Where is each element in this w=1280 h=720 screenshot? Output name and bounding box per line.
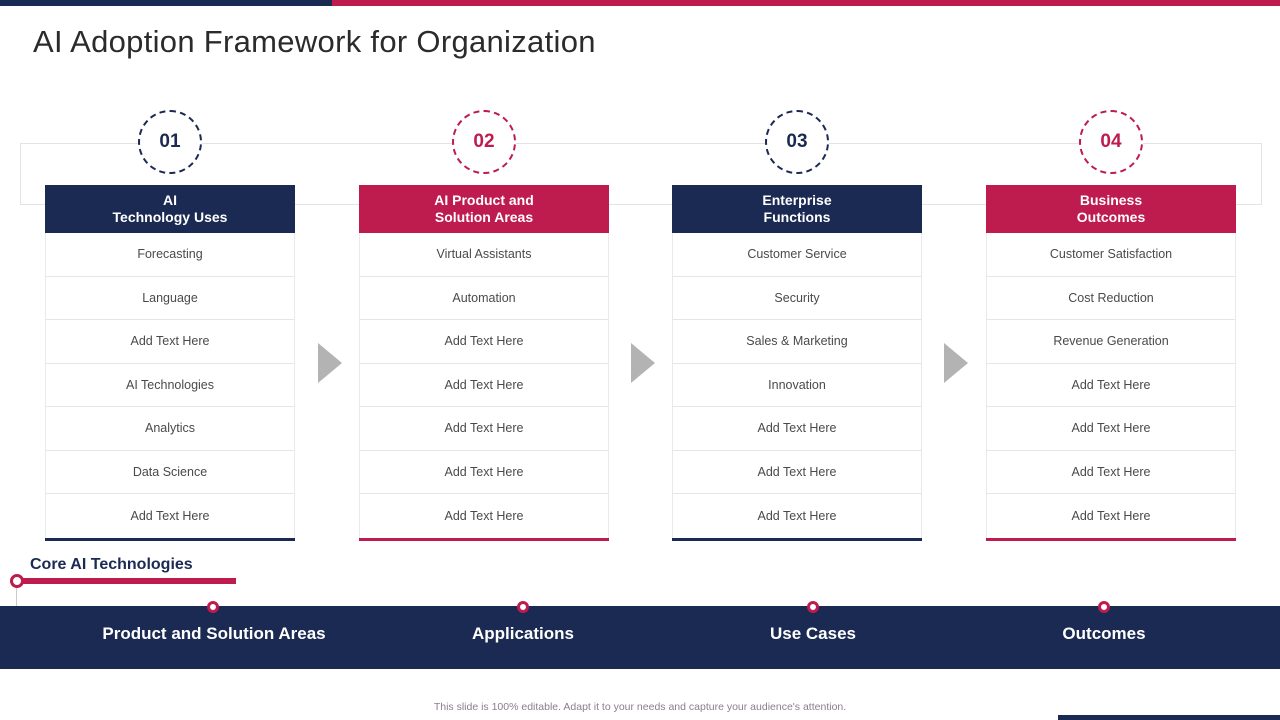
list-item[interactable]: Add Text Here xyxy=(359,494,609,538)
list-item[interactable]: Add Text Here xyxy=(359,364,609,408)
card-2-underline xyxy=(359,538,609,541)
card-1[interactable] xyxy=(45,185,295,541)
list-item[interactable]: Add Text Here xyxy=(359,320,609,364)
card-4-heading-line2: Outcomes xyxy=(1076,209,1146,225)
page-title: AI Adoption Framework for Organization xyxy=(33,24,596,59)
bottom-accent-bar-right xyxy=(1058,715,1280,720)
card-4[interactable] xyxy=(986,185,1236,541)
list-item[interactable]: AI Technologies xyxy=(45,364,295,408)
step-number-4: 04 xyxy=(1100,131,1122,152)
card-3-body xyxy=(672,233,922,538)
band-label-4[interactable]: Outcomes xyxy=(1062,624,1146,643)
step-number-2: 02 xyxy=(473,131,495,152)
list-item[interactable]: Customer Satisfaction xyxy=(986,233,1236,277)
list-item[interactable]: Add Text Here xyxy=(359,451,609,495)
list-item[interactable]: Sales & Marketing xyxy=(672,320,922,364)
band-dot-4 xyxy=(1098,601,1110,613)
top-accent-bar-left xyxy=(0,0,332,6)
list-item[interactable]: Customer Service xyxy=(672,233,922,277)
card-3-underline xyxy=(672,538,922,541)
arrow-icon xyxy=(318,343,342,383)
step-number-1: 01 xyxy=(159,131,181,152)
list-item[interactable]: Cost Reduction xyxy=(986,277,1236,321)
card-4-underline xyxy=(986,538,1236,541)
card-2-heading-line1: AI Product and xyxy=(434,191,534,208)
list-item[interactable]: Add Text Here xyxy=(986,494,1236,538)
list-item[interactable]: Add Text Here xyxy=(986,451,1236,495)
footnote-text: This slide is 100% editable. Adapt it to your needs and capture your audience's attention. xyxy=(433,701,847,713)
list-item[interactable]: Add Text Here xyxy=(45,494,295,538)
card-3[interactable] xyxy=(672,185,922,541)
band-dot-3 xyxy=(807,601,819,613)
list-item[interactable]: Analytics xyxy=(45,407,295,451)
band-label-2[interactable]: Applications xyxy=(471,624,574,643)
list-item[interactable]: Add Text Here xyxy=(672,494,922,538)
list-item[interactable]: Language xyxy=(45,277,295,321)
step-number-badge-2 xyxy=(452,110,516,174)
list-item[interactable]: Add Text Here xyxy=(45,320,295,364)
card-1-heading-line1: AI xyxy=(162,191,177,208)
step-number-badge-4 xyxy=(1079,110,1143,174)
top-accent-bar-right xyxy=(332,0,1280,6)
card-1-underline xyxy=(45,538,295,541)
list-item[interactable]: Revenue Generation xyxy=(986,320,1236,364)
core-technologies-label: Core AI Technologies xyxy=(30,556,193,573)
arrow-icon xyxy=(944,343,968,383)
card-4-heading-line1: Business xyxy=(1079,191,1143,208)
band-label-3[interactable]: Use Cases xyxy=(769,624,856,643)
card-1-heading xyxy=(45,185,295,233)
card-3-heading-line1: Enterprise xyxy=(762,191,832,208)
card-3-heading xyxy=(672,185,922,233)
list-item[interactable]: Innovation xyxy=(672,364,922,408)
list-item[interactable]: Forecasting xyxy=(45,233,295,277)
card-2[interactable] xyxy=(359,185,609,541)
list-item[interactable]: Add Text Here xyxy=(986,407,1236,451)
card-3-heading-line2: Functions xyxy=(763,209,831,225)
core-technologies-dot-icon xyxy=(10,574,24,588)
band-dot-1 xyxy=(207,601,219,613)
band-label-1[interactable]: Product and Solution Areas xyxy=(102,624,326,643)
card-2-heading xyxy=(359,185,609,233)
card-2-body xyxy=(359,233,609,538)
list-item[interactable]: Add Text Here xyxy=(672,407,922,451)
step-number-badge-3 xyxy=(765,110,829,174)
list-item[interactable]: Data Science xyxy=(45,451,295,495)
step-number-badge-1 xyxy=(138,110,202,174)
card-2-heading-line2: Solution Areas xyxy=(434,209,534,225)
band-dot-2 xyxy=(517,601,529,613)
list-item[interactable]: Add Text Here xyxy=(359,407,609,451)
list-item[interactable]: Add Text Here xyxy=(672,451,922,495)
list-item[interactable]: Security xyxy=(672,277,922,321)
core-technologies-bar xyxy=(18,578,236,584)
list-item[interactable]: Add Text Here xyxy=(986,364,1236,408)
arrow-icon xyxy=(631,343,655,383)
step-number-3: 03 xyxy=(786,131,808,152)
list-item[interactable]: Virtual Assistants xyxy=(359,233,609,277)
card-1-heading-line2: Technology Uses xyxy=(112,209,228,225)
card-4-body xyxy=(986,233,1236,538)
list-item[interactable]: Automation xyxy=(359,277,609,321)
card-4-heading xyxy=(986,185,1236,233)
card-1-body xyxy=(45,233,295,538)
